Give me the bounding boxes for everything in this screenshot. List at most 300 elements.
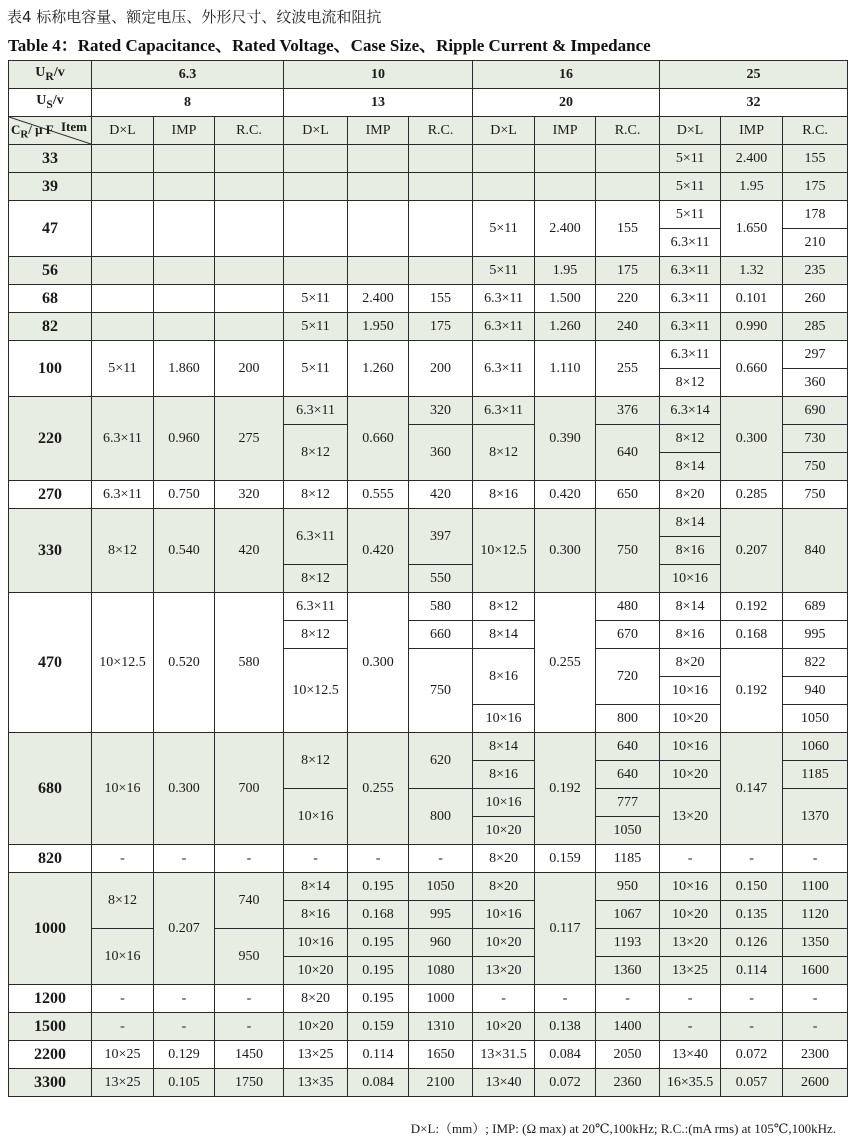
cell-rc: - [215, 1013, 284, 1041]
cell-imp: 1.110 [535, 341, 596, 397]
table-row [9, 1041, 848, 1069]
cell-rc: 1360 [596, 957, 660, 985]
cell-dxl: 5×11 [473, 201, 535, 257]
cell-rc [215, 145, 284, 173]
cell-rc: - [409, 845, 473, 873]
cell-imp: 0.300 [348, 593, 409, 733]
cell-rc: 1120 [783, 901, 848, 929]
cell-rc: 397 [409, 509, 473, 565]
cell-dxl [92, 313, 154, 341]
cell-rc: 175 [596, 257, 660, 285]
cell-dxl: 8×14 [660, 509, 721, 537]
cell-rc: 720 [596, 649, 660, 705]
cell-rc: 620 [409, 733, 473, 789]
table-row [9, 873, 848, 901]
cell-rc [409, 145, 473, 173]
cell-rc: 1193 [596, 929, 660, 957]
cell-rc: 640 [596, 733, 660, 761]
cell-rc: 650 [596, 481, 660, 509]
cell-imp: 1.950 [348, 313, 409, 341]
cell-rc: 376 [596, 397, 660, 425]
cell-imp: 0.255 [348, 733, 409, 845]
cell-dxl: 6.3×11 [473, 313, 535, 341]
rated-voltage-label: $U_R/v$ [9, 61, 92, 89]
cell-dxl: - [284, 845, 348, 873]
table-row [9, 201, 848, 229]
cell-dxl: 8×12 [284, 425, 348, 481]
capacitance-value: 68 [9, 285, 92, 313]
cell-rc: 700 [215, 733, 284, 845]
col-imp: IMP [721, 117, 783, 145]
cell-imp: 0.159 [535, 845, 596, 873]
rated-voltage-6-3: 6.3 [92, 61, 284, 89]
capacitance-value: 82 [9, 313, 92, 341]
cell-rc: 550 [409, 565, 473, 593]
cell-dxl: 8×20 [284, 985, 348, 1013]
cell-rc: 1350 [783, 929, 848, 957]
cell-imp: 0.072 [721, 1041, 783, 1069]
cell-imp: - [348, 845, 409, 873]
cell-imp: 0.300 [154, 733, 215, 845]
cell-dxl [284, 145, 348, 173]
cell-dxl: 8×12 [660, 425, 721, 453]
cell-dxl [92, 145, 154, 173]
cell-rc: 950 [215, 929, 284, 985]
cell-dxl: 8×12 [284, 733, 348, 789]
cell-dxl: 8×16 [660, 621, 721, 649]
cell-rc: 360 [783, 369, 848, 397]
cell-dxl: 10×16 [284, 929, 348, 957]
cell-imp [154, 173, 215, 201]
col-rc: R.C. [783, 117, 848, 145]
cell-imp [348, 173, 409, 201]
capacitance-spec-table [8, 60, 848, 1097]
cell-dxl: 8×12 [284, 481, 348, 509]
cell-rc: 840 [783, 509, 848, 593]
cell-imp: 1.32 [721, 257, 783, 285]
cell-dxl: 6.3×11 [284, 509, 348, 565]
cell-rc: 1185 [596, 845, 660, 873]
cell-dxl: 6.3×11 [92, 481, 154, 509]
cell-dxl: 10×16 [660, 565, 721, 593]
capacitance-label: $C_R/$ μ F [11, 122, 54, 141]
capacitance-value: 270 [9, 481, 92, 509]
cell-dxl: 6.3×11 [284, 593, 348, 621]
cell-rc: 210 [783, 229, 848, 257]
cell-imp [348, 257, 409, 285]
cell-dxl: 13×20 [660, 929, 721, 957]
cell-imp [154, 313, 215, 341]
cell-rc: 1185 [783, 761, 848, 789]
cell-dxl: 8×20 [473, 845, 535, 873]
cell-imp: 1.650 [721, 201, 783, 257]
cell-rc: 1080 [409, 957, 473, 985]
cell-imp: - [721, 845, 783, 873]
cell-dxl: 13×25 [660, 957, 721, 985]
surge-voltage-32: 32 [660, 89, 848, 117]
cell-rc: 670 [596, 621, 660, 649]
cell-dxl: 10×20 [284, 957, 348, 985]
col-imp: IMP [535, 117, 596, 145]
cell-imp: 1.260 [535, 313, 596, 341]
cell-imp: 0.168 [348, 901, 409, 929]
cell-dxl: 8×12 [284, 565, 348, 593]
cell-rc: 155 [596, 201, 660, 257]
cell-dxl: 5×11 [284, 313, 348, 341]
cell-rc: 235 [783, 257, 848, 285]
surge-voltage-label: $U_S/v$ [9, 89, 92, 117]
cell-dxl: 6.3×11 [473, 341, 535, 397]
cell-dxl: 13×40 [660, 1041, 721, 1069]
cell-dxl: 10×20 [660, 761, 721, 789]
cell-imp: 0.105 [154, 1069, 215, 1097]
cell-rc: - [783, 1013, 848, 1041]
cell-dxl: 8×16 [660, 537, 721, 565]
cell-dxl: - [660, 985, 721, 1013]
cell-imp: 0.555 [348, 481, 409, 509]
cell-rc: 750 [409, 649, 473, 733]
cell-rc: 1650 [409, 1041, 473, 1069]
cell-rc: 960 [409, 929, 473, 957]
cell-dxl: 10×16 [660, 873, 721, 901]
cell-rc: 1000 [409, 985, 473, 1013]
cell-imp: 0.990 [721, 313, 783, 341]
cell-rc [215, 313, 284, 341]
cell-rc: 750 [783, 453, 848, 481]
cell-rc: 1100 [783, 873, 848, 901]
cell-dxl: 6.3×11 [473, 285, 535, 313]
cell-rc: 260 [783, 285, 848, 313]
cell-imp: 1.860 [154, 341, 215, 397]
cell-imp: 0.126 [721, 929, 783, 957]
cell-imp: 0.072 [535, 1069, 596, 1097]
surge-voltage-13: 13 [284, 89, 473, 117]
cell-imp: 0.159 [348, 1013, 409, 1041]
cell-rc: 690 [783, 397, 848, 425]
cell-dxl: 13×25 [92, 1069, 154, 1097]
table-caption-chinese: 表4 标称电容量、额定电压、外形尺寸、纹波电流和阻抗 [7, 8, 382, 26]
cell-dxl: 13×35 [284, 1069, 348, 1097]
rated-voltage-10: 10 [284, 61, 473, 89]
cell-rc: 822 [783, 649, 848, 677]
cell-dxl: 6.3×11 [660, 313, 721, 341]
cell-dxl: 8×16 [473, 481, 535, 509]
cell-rc: 950 [596, 873, 660, 901]
cell-dxl [92, 201, 154, 257]
cell-dxl: 10×20 [473, 1013, 535, 1041]
table-row [9, 145, 848, 173]
cell-rc [215, 257, 284, 285]
col-dxl: D×L [92, 117, 154, 145]
cell-dxl [92, 285, 154, 313]
cell-dxl: 10×20 [473, 929, 535, 957]
cell-dxl: 13×25 [284, 1041, 348, 1069]
cell-imp: 0.660 [721, 341, 783, 397]
table-row [9, 397, 848, 425]
table-caption-english: Table 4：Rated Capacitance、Rated Voltage、Case Size、Ripple Current & Impedance [8, 36, 651, 55]
cell-rc: 297 [783, 341, 848, 369]
col-imp: IMP [154, 117, 215, 145]
cell-dxl: 8×12 [473, 593, 535, 621]
capacitance-value: 39 [9, 173, 92, 201]
item-label: Item [61, 119, 87, 134]
cell-rc: 1310 [409, 1013, 473, 1041]
cell-imp: 0.285 [721, 481, 783, 509]
col-dxl: D×L [660, 117, 721, 145]
capacitance-value: 680 [9, 733, 92, 845]
cell-dxl [284, 201, 348, 257]
column-header-row [9, 117, 848, 145]
cell-rc: 1400 [596, 1013, 660, 1041]
cell-imp: 0.147 [721, 733, 783, 845]
cell-dxl: 8×14 [660, 593, 721, 621]
cell-rc: 320 [215, 481, 284, 509]
cell-imp: 0.114 [348, 1041, 409, 1069]
capacitance-value: 220 [9, 397, 92, 481]
cell-dxl [473, 145, 535, 173]
cell-dxl: 10×16 [473, 705, 535, 733]
cell-dxl [92, 173, 154, 201]
cell-imp: - [721, 985, 783, 1013]
cell-rc: 1750 [215, 1069, 284, 1097]
cell-rc: 580 [215, 593, 284, 733]
cell-rc: 1060 [783, 733, 848, 761]
cell-rc: 320 [409, 397, 473, 425]
cell-imp: 0.129 [154, 1041, 215, 1069]
cell-rc [596, 173, 660, 201]
cell-rc: 175 [783, 173, 848, 201]
cell-imp: 0.114 [721, 957, 783, 985]
table-row [9, 257, 848, 285]
table-row [9, 733, 848, 761]
cell-dxl: 10×20 [473, 817, 535, 845]
cell-imp: 0.300 [535, 509, 596, 593]
cell-rc: 220 [596, 285, 660, 313]
cell-imp: 1.95 [535, 257, 596, 285]
cell-dxl: 8×20 [660, 649, 721, 677]
cell-dxl: 8×16 [473, 761, 535, 789]
cell-rc: 777 [596, 789, 660, 817]
cell-imp: 0.960 [154, 397, 215, 481]
cell-imp: 0.420 [348, 509, 409, 593]
cell-rc: 995 [409, 901, 473, 929]
rated-voltage-row [9, 61, 848, 89]
cell-rc: 640 [596, 761, 660, 789]
cell-imp [154, 285, 215, 313]
capacitance-value: 2200 [9, 1041, 92, 1069]
cell-rc: 1370 [783, 789, 848, 845]
cell-imp: 0.390 [535, 397, 596, 481]
cell-dxl: 10×16 [473, 789, 535, 817]
cell-dxl [284, 173, 348, 201]
cell-rc: 240 [596, 313, 660, 341]
table-row [9, 845, 848, 873]
cell-dxl: 10×16 [284, 789, 348, 845]
capacitance-value: 1500 [9, 1013, 92, 1041]
cell-imp: 0.540 [154, 509, 215, 593]
cell-dxl: - [92, 845, 154, 873]
capacitance-value: 100 [9, 341, 92, 397]
cell-imp: 2.400 [721, 145, 783, 173]
capacitance-value: 33 [9, 145, 92, 173]
cell-rc: 689 [783, 593, 848, 621]
cell-dxl: 5×11 [284, 285, 348, 313]
cell-dxl: 8×12 [473, 425, 535, 481]
cell-rc [215, 285, 284, 313]
cell-imp: 0.195 [348, 873, 409, 901]
cell-imp: - [535, 985, 596, 1013]
cell-imp: - [154, 985, 215, 1013]
cell-dxl: - [92, 1013, 154, 1041]
cell-dxl: 6.3×14 [660, 397, 721, 425]
table-row [9, 593, 848, 621]
rated-voltage-25: 25 [660, 61, 848, 89]
capacitance-value: 1000 [9, 873, 92, 985]
table-row [9, 285, 848, 313]
col-imp: IMP [348, 117, 409, 145]
cell-imp: 1.95 [721, 173, 783, 201]
cell-rc: 155 [409, 285, 473, 313]
cell-dxl: 8×14 [473, 733, 535, 761]
cell-dxl: 10×16 [92, 929, 154, 985]
col-rc: R.C. [596, 117, 660, 145]
cell-imp: 0.192 [721, 593, 783, 621]
table-row [9, 1069, 848, 1097]
cell-rc: 1050 [783, 705, 848, 733]
cell-imp [535, 173, 596, 201]
cell-dxl: 10×16 [660, 733, 721, 761]
cell-imp [154, 145, 215, 173]
cell-imp: 0.520 [154, 593, 215, 733]
col-rc: R.C. [215, 117, 284, 145]
cell-dxl: 5×11 [660, 145, 721, 173]
capacitance-value: 3300 [9, 1069, 92, 1097]
cell-dxl: 13×31.5 [473, 1041, 535, 1069]
cell-rc: 940 [783, 677, 848, 705]
cell-dxl: 8×12 [92, 873, 154, 929]
capacitance-value: 1200 [9, 985, 92, 1013]
cell-dxl [473, 173, 535, 201]
table-row [9, 929, 848, 957]
cell-dxl: 10×16 [92, 733, 154, 845]
cell-dxl: - [473, 985, 535, 1013]
cell-rc: 175 [409, 313, 473, 341]
cell-imp: 0.192 [535, 733, 596, 845]
cell-dxl: - [660, 1013, 721, 1041]
cell-imp: 2.400 [535, 201, 596, 257]
capacitance-value: 47 [9, 201, 92, 257]
cell-rc: 1050 [596, 817, 660, 845]
cell-rc: - [596, 985, 660, 1013]
cell-dxl: 10×12.5 [473, 509, 535, 593]
cell-rc: 178 [783, 201, 848, 229]
cell-rc: 750 [596, 509, 660, 593]
cell-rc: 275 [215, 397, 284, 481]
cell-imp: 0.117 [535, 873, 596, 985]
capacitance-value: 470 [9, 593, 92, 733]
col-dxl: D×L [473, 117, 535, 145]
cell-dxl: 6.3×11 [660, 285, 721, 313]
col-dxl: D×L [284, 117, 348, 145]
cell-rc: 2100 [409, 1069, 473, 1097]
cell-imp [348, 145, 409, 173]
capacitance-value: 820 [9, 845, 92, 873]
cell-imp: - [154, 1013, 215, 1041]
cell-rc: 750 [783, 481, 848, 509]
cell-imp: 0.084 [535, 1041, 596, 1069]
cell-imp: - [154, 845, 215, 873]
cell-dxl: - [660, 845, 721, 873]
cell-dxl: 8×14 [660, 453, 721, 481]
cell-dxl: 13×40 [473, 1069, 535, 1097]
cell-rc [215, 201, 284, 257]
cell-imp: 0.207 [154, 873, 215, 985]
cell-imp: 0.192 [721, 649, 783, 733]
cell-imp: 0.168 [721, 621, 783, 649]
cell-dxl: 8×12 [284, 621, 348, 649]
cell-imp: 0.084 [348, 1069, 409, 1097]
cell-rc: 420 [215, 509, 284, 593]
table-row [9, 341, 848, 369]
cell-rc [409, 201, 473, 257]
cell-dxl: 6.3×11 [284, 397, 348, 425]
cell-dxl: 5×11 [660, 201, 721, 229]
cell-imp: 0.255 [535, 593, 596, 733]
cell-dxl: 5×11 [284, 341, 348, 397]
table-row [9, 481, 848, 509]
cell-dxl: 16×35.5 [660, 1069, 721, 1097]
cell-imp: 0.195 [348, 985, 409, 1013]
capacitance-value: 330 [9, 509, 92, 593]
cell-imp: 0.138 [535, 1013, 596, 1041]
cell-rc [215, 173, 284, 201]
cell-dxl: 6.3×11 [660, 341, 721, 369]
cell-dxl: 8×20 [473, 873, 535, 901]
cell-rc [596, 145, 660, 173]
cell-imp: 0.750 [154, 481, 215, 509]
cell-rc: 285 [783, 313, 848, 341]
cell-dxl: 8×12 [92, 509, 154, 593]
cell-dxl: 10×20 [284, 1013, 348, 1041]
cell-rc: 1050 [409, 873, 473, 901]
cell-imp: 0.101 [721, 285, 783, 313]
cell-rc: 1067 [596, 901, 660, 929]
cell-rc: - [215, 985, 284, 1013]
cell-imp: 2.400 [348, 285, 409, 313]
cell-dxl: 10×16 [473, 901, 535, 929]
spec-table-body [9, 145, 848, 1097]
cell-rc: - [783, 985, 848, 1013]
cell-rc: 580 [409, 593, 473, 621]
table-row [9, 173, 848, 201]
cell-imp: 0.150 [721, 873, 783, 901]
cell-dxl: 10×12.5 [284, 649, 348, 733]
cell-rc: 200 [409, 341, 473, 397]
table-row [9, 1013, 848, 1041]
cell-rc: 480 [596, 593, 660, 621]
cell-dxl: 6.3×11 [660, 257, 721, 285]
cell-rc [409, 257, 473, 285]
cell-rc: 800 [596, 705, 660, 733]
cell-imp: 0.660 [348, 397, 409, 481]
cell-dxl [92, 257, 154, 285]
cell-rc: 660 [409, 621, 473, 649]
cell-rc: 360 [409, 425, 473, 481]
cell-rc: 255 [596, 341, 660, 397]
cell-imp: 0.420 [535, 481, 596, 509]
cell-imp [348, 201, 409, 257]
rated-voltage-16: 16 [473, 61, 660, 89]
